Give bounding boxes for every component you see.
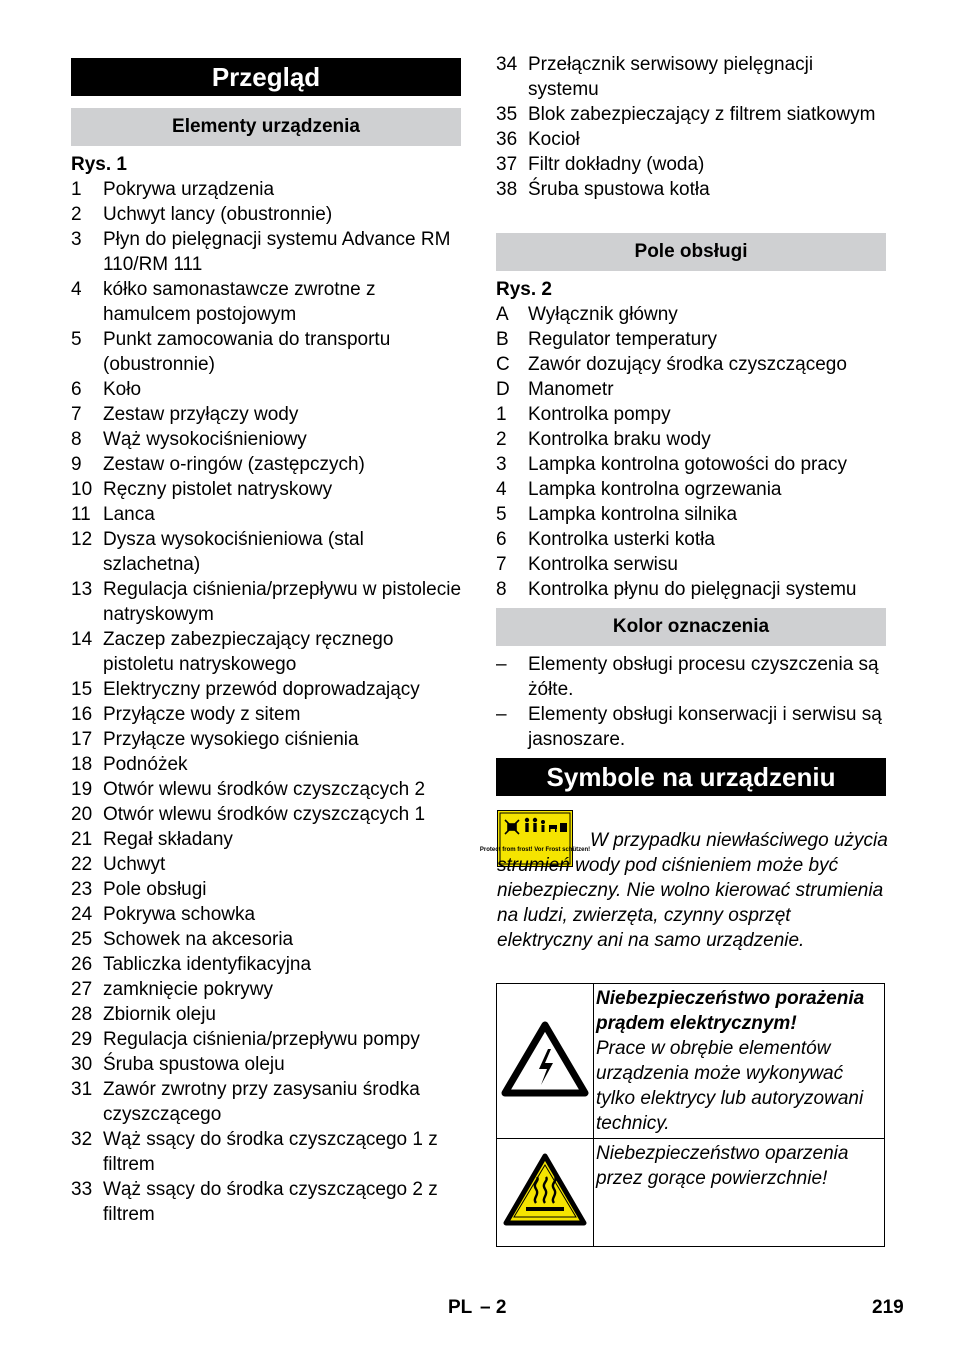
list-item	[71, 1002, 463, 1027]
item-text: Regulacja ciśnienia/przepływu pompy	[103, 1029, 420, 1050]
list-item	[71, 1027, 463, 1052]
item-number: 20	[71, 804, 93, 825]
item-text: Regulacja ciśnienia/przepływu w pistolecie natryskowym	[103, 579, 462, 625]
electric-warning-cell	[594, 984, 885, 1139]
item-text: Przyłącze wysokiego ciśnienia	[103, 729, 359, 750]
item-text: Wąż ssący do środka czyszczącego 2 z filtrem	[103, 1179, 438, 1225]
list-item	[496, 352, 888, 377]
color-list	[496, 652, 886, 752]
list-item	[496, 52, 881, 102]
jet-warning: W przypadku niewłaściwego użycia strumień wody pod ciśnieniem może być niebezpieczny. Nie wolno kierować strumienia na ludzi, zwierzęta, czynny osprzęt elektryczny ani na samo urządzenie.	[497, 830, 888, 951]
item-number: 25	[71, 929, 93, 950]
item-number: A	[496, 304, 509, 325]
item-text: Elektryczny przewód doprowadzający	[103, 679, 420, 700]
list-item	[496, 152, 881, 177]
item-number: 31	[71, 1079, 93, 1100]
item-number: 4	[71, 279, 82, 300]
item-text: Otwór wlewu środków czyszczących 1	[103, 804, 426, 825]
list-item	[71, 502, 463, 527]
list-item	[71, 1077, 463, 1127]
item-number: 6	[496, 529, 507, 550]
item-text: Uchwyt	[103, 854, 166, 875]
item-text: Regał składany	[103, 829, 233, 850]
list-item	[71, 402, 463, 427]
item-text: Lampka kontrolna gotowości do pracy	[528, 454, 847, 475]
item-number: 3	[71, 229, 82, 250]
item-number: 27	[71, 979, 93, 1000]
item-number: 19	[71, 779, 93, 800]
item-text: Pokrywa schowka	[103, 904, 256, 925]
symbols-table	[496, 983, 885, 1247]
list-item	[496, 127, 881, 152]
item-number: 9	[71, 454, 82, 475]
list-item	[496, 427, 888, 452]
list-item	[71, 852, 463, 877]
list-item	[71, 777, 463, 802]
item-number: 7	[71, 404, 82, 425]
electric-title: Niebezpieczeństwo porażenia prądem elektrycznym!	[596, 988, 865, 1034]
list-item	[496, 177, 881, 202]
item-text: Wąż ssący do środka czyszczącego 1 z filtrem	[103, 1129, 438, 1175]
label-text: Protect from frost! Vor Frost schützen!	[479, 847, 591, 853]
item-number: 17	[71, 729, 93, 750]
item-text: Manometr	[528, 379, 614, 400]
electric-text: Prace w obrębie elementów urządzenia może wykonywać tylko elektrycy lub autoryzowani technicy.	[596, 1038, 864, 1134]
rys2-label: Rys. 2	[496, 279, 552, 300]
list-item	[71, 902, 463, 927]
list-item	[496, 577, 888, 602]
item-text: Pokrywa urządzenia	[103, 179, 275, 200]
item-number: 33	[71, 1179, 93, 1200]
list-item	[71, 952, 463, 977]
list-item	[496, 102, 881, 127]
control-list	[496, 302, 888, 602]
list-item	[71, 1127, 463, 1177]
hot-surface-icon	[502, 1151, 588, 1229]
item-text: zamknięcie pokrywy	[103, 979, 273, 1000]
item-text: Kontrolka serwisu	[528, 554, 678, 575]
item-number: 2	[496, 429, 507, 450]
item-text: Koło	[103, 379, 142, 400]
list-item	[71, 927, 463, 952]
item-text: Kontrolka braku wody	[528, 429, 711, 450]
elements-list	[71, 177, 463, 1227]
item-text: Dysza wysokociśnieniowa (stal szlachetna)	[103, 529, 364, 575]
hot-text: Niebezpieczeństwo oparzenia przez gorące powierzchnie!	[596, 1143, 849, 1189]
list-item	[496, 527, 888, 552]
list-item	[71, 227, 463, 277]
item-text: Lampka kontrolna ogrzewania	[528, 479, 782, 500]
item-number: 6	[71, 379, 82, 400]
list-item	[496, 652, 886, 702]
item-number: 18	[71, 754, 93, 775]
list-item	[71, 752, 463, 777]
item-number: C	[496, 354, 510, 375]
list-item	[71, 577, 463, 627]
list-item	[71, 427, 463, 452]
item-number: 11	[71, 504, 91, 525]
item-number: 34	[496, 54, 518, 75]
item-text: Śruba spustowa kotła	[528, 179, 710, 200]
item-text: Kontrolka pompy	[528, 404, 671, 425]
item-text: Elementy obsługi procesu czyszczenia są żółte.	[528, 654, 879, 700]
list-item	[496, 452, 888, 477]
list-item	[71, 1177, 463, 1227]
item-text: Zawór dozujący środka czyszczącego	[528, 354, 847, 375]
symbols-title: Symbole na urządzeniu	[496, 758, 886, 796]
item-number: 30	[71, 1054, 93, 1075]
item-text: Pole obsługi	[103, 879, 207, 900]
list-item	[71, 827, 463, 852]
list-item	[496, 377, 888, 402]
item-text: Przyłącze wody z sitem	[103, 704, 301, 725]
electric-symbol-cell	[497, 984, 594, 1139]
item-number: 29	[71, 1029, 93, 1050]
item-text: Filtr dokładny (woda)	[528, 154, 705, 175]
item-text: Ręczny pistolet natryskowy	[103, 479, 333, 500]
item-text: Śruba spustowa oleju	[103, 1054, 285, 1075]
item-text: Uchwyt lancy (obustronnie)	[103, 204, 333, 225]
list-item	[496, 702, 886, 752]
list-item	[496, 302, 888, 327]
item-text: Przełącznik serwisowy pielęgnacji systemu	[528, 54, 814, 100]
item-number: 23	[71, 879, 93, 900]
list-item	[71, 677, 463, 702]
list-item	[71, 627, 463, 677]
item-number: 28	[71, 1004, 93, 1025]
list-item	[71, 977, 463, 1002]
item-text: Regulator temperatury	[528, 329, 718, 350]
item-text: Kontrolka usterki kotła	[528, 529, 715, 550]
item-number: 36	[496, 129, 518, 150]
item-number: 8	[71, 429, 82, 450]
list-item	[71, 1052, 463, 1077]
list-item	[71, 277, 463, 327]
color-heading: Kolor oznaczenia	[496, 608, 886, 646]
item-text: Zbiornik oleju	[103, 1004, 216, 1025]
item-number: 14	[71, 629, 93, 650]
list-item	[71, 327, 463, 377]
list-item	[71, 452, 463, 477]
item-number: 38	[496, 179, 518, 200]
list-item	[71, 877, 463, 902]
item-number: 32	[71, 1129, 93, 1150]
hot-symbol-cell	[497, 1139, 594, 1247]
item-number: 5	[71, 329, 82, 350]
item-number: 3	[496, 454, 507, 475]
item-number: 15	[71, 679, 93, 700]
item-text: Wyłącznik główny	[528, 304, 678, 325]
dash-bullet: –	[496, 654, 507, 675]
list-item	[496, 327, 888, 352]
page-number: 219	[872, 1297, 904, 1318]
dash-bullet: –	[496, 704, 507, 725]
item-text: Elementy obsługi konserwacji i serwisu są jasnoszare.	[528, 704, 882, 750]
item-number: 35	[496, 104, 518, 125]
item-number: 5	[496, 504, 507, 525]
list-item	[71, 177, 463, 202]
elements-list-continued	[496, 52, 881, 202]
item-text: Blok zabezpieczający z filtrem siatkowym	[528, 104, 876, 125]
item-text: Tabliczka identyfikacyjna	[103, 954, 312, 975]
table-row	[497, 1139, 885, 1247]
item-text: Kontrolka płynu do pielęgnacji systemu	[528, 579, 857, 600]
item-text: Płyn do pielęgnacji systemu Advance RM 110/RM 111	[103, 229, 451, 275]
item-number: 37	[496, 154, 518, 175]
item-text: Zawór zwrotny przy zasysaniu środka czyszczącego	[103, 1079, 420, 1125]
item-number: 4	[496, 479, 507, 500]
rys1-label: Rys. 1	[71, 154, 127, 175]
item-text: Lanca	[103, 504, 155, 525]
elements-heading: Elementy urządzenia	[71, 108, 461, 146]
item-text: Zestaw o-ringów (zastępczych)	[103, 454, 365, 475]
list-item	[71, 727, 463, 752]
list-item	[496, 552, 888, 577]
footer-sep: – 2	[480, 1297, 507, 1318]
list-item	[496, 402, 888, 427]
item-text: Wąż wysokociśnieniowy	[103, 429, 307, 450]
electric-shock-icon	[501, 1019, 589, 1099]
item-number: D	[496, 379, 510, 400]
item-text: Zestaw przyłączy wody	[103, 404, 299, 425]
table-row	[497, 984, 885, 1139]
footer-lang: PL	[448, 1297, 473, 1318]
item-number: 16	[71, 704, 93, 725]
list-item	[71, 802, 463, 827]
item-number: 1	[71, 179, 82, 200]
item-number: 7	[496, 554, 507, 575]
item-text: Punkt zamocowania do transportu (obustronnie)	[103, 329, 391, 375]
item-number: 26	[71, 954, 93, 975]
item-number: 22	[71, 854, 93, 875]
item-number: 8	[496, 579, 507, 600]
control-heading: Pole obsługi	[496, 233, 886, 271]
item-text: Otwór wlewu środków czyszczących 2	[103, 779, 426, 800]
item-number: 12	[71, 529, 93, 550]
list-item	[496, 502, 888, 527]
item-text: Lampka kontrolna silnika	[528, 504, 738, 525]
item-number: B	[496, 329, 509, 350]
section-title: Przegląd	[71, 58, 461, 96]
item-text: kółko samonastawcze zwrotne z hamulcem postojowym	[103, 279, 376, 325]
item-text: Kocioł	[528, 129, 580, 150]
item-number: 2	[71, 204, 82, 225]
item-number: 13	[71, 579, 93, 600]
item-number: 10	[71, 479, 93, 500]
item-number: 24	[71, 904, 93, 925]
item-text: Schowek na akcesoria	[103, 929, 294, 950]
item-text: Podnóżek	[103, 754, 188, 775]
list-item	[71, 527, 463, 577]
list-item	[71, 477, 463, 502]
hot-warning-cell	[594, 1139, 885, 1247]
item-number: 21	[71, 829, 93, 850]
item-text: Zaczep zabezpieczający ręcznego pistoletu natryskowego	[103, 629, 394, 675]
list-item	[71, 202, 463, 227]
list-item	[71, 702, 463, 727]
list-item	[71, 377, 463, 402]
list-item	[496, 477, 888, 502]
item-number: 1	[496, 404, 507, 425]
